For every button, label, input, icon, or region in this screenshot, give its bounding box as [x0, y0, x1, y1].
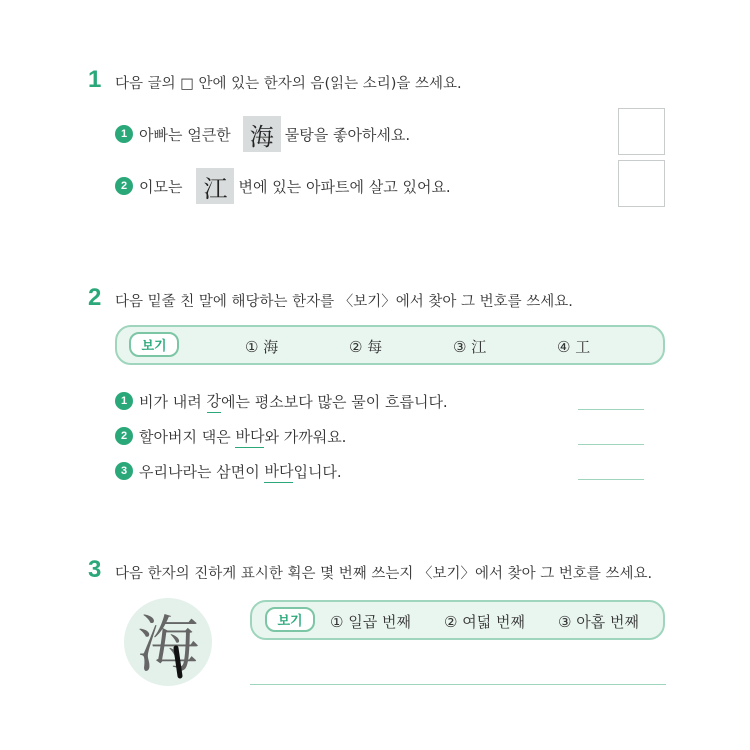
q3-hanja-circle [124, 598, 212, 686]
q3-option-3-text: 아홉 번째 [576, 613, 639, 631]
q2-option-3-hanja: 江 [471, 338, 487, 356]
q1-item-1-hanja: 海 [243, 116, 281, 152]
q2-item-2-underlined: 바다 [235, 425, 264, 448]
q2-option-4-num: ④ [557, 338, 571, 356]
q2-option-1-hanja: 海 [263, 338, 279, 356]
question-2-number: 2 [88, 284, 102, 311]
q2-item-1-post: 에는 평소보다 많은 물이 흐릅니다. [221, 392, 448, 411]
q2-option-2-num: ② [349, 338, 363, 356]
q2-item-2-pre: 할아버지 댁은 [139, 427, 236, 446]
q3-answer-line[interactable] [250, 684, 666, 685]
q2-option-1-num: ① [245, 338, 259, 356]
question-3-instruction: 다음 한자의 진하게 표시한 획은 몇 번째 쓰는지 〈보기〉에서 찾아 그 번호를 쓰세요. [115, 566, 653, 582]
q3-option-2 [444, 611, 525, 632]
q3-option-1 [330, 611, 411, 632]
q2-option-4-hanja: 工 [575, 338, 591, 356]
q1-item-1-badge: 1 [115, 125, 133, 143]
q3-option-2-text: 여덟 번째 [462, 613, 525, 631]
q1-item-1 [115, 116, 410, 152]
q1-item-2-before: 이모는 [139, 177, 183, 196]
q2-item-1-badge: 1 [115, 392, 133, 410]
q2-option-3-num: ③ [453, 338, 467, 356]
q3-option-3-num: ③ [558, 613, 572, 631]
q1-answer-box-1[interactable] [618, 108, 665, 155]
q2-item-1-pre: 비가 내려 [139, 392, 207, 411]
q2-item-1 [115, 390, 448, 412]
q2-item-3-badge: 3 [115, 462, 133, 480]
question-3-number: 3 [88, 556, 102, 583]
q2-option-4 [557, 336, 590, 357]
question-1-instruction: 다음 글의 □ 안에 있는 한자의 음(읽는 소리)을 쓰세요. [115, 76, 462, 92]
q3-bogi-label: 보기 [265, 607, 315, 632]
q1-item-2-badge: 2 [115, 177, 133, 195]
q3-hanja-glyph [124, 598, 212, 686]
q2-option-3 [453, 336, 486, 357]
q1-answer-box-2[interactable] [618, 160, 665, 207]
q2-item-1-underlined: 강 [207, 390, 222, 413]
q2-item-3-underlined: 바다 [264, 460, 293, 483]
q1-item-2 [115, 168, 451, 204]
q2-item-2-post: 와 가까워요. [264, 427, 347, 446]
q1-item-1-before: 아빠는 얼큰한 [139, 125, 231, 144]
q1-item-2-hanja: 江 [196, 168, 234, 204]
q2-item-2-badge: 2 [115, 427, 133, 445]
q2-answer-line-2[interactable] [578, 444, 644, 445]
q2-item-2 [115, 425, 346, 447]
q1-item-1-after: 물탕을 좋아하세요. [284, 125, 411, 144]
q2-answer-line-3[interactable] [578, 479, 644, 480]
q2-item-3 [115, 460, 342, 482]
q2-item-3-post: 입니다. [293, 462, 342, 481]
q3-option-3 [558, 611, 639, 632]
q2-option-2 [349, 336, 382, 357]
q2-item-3-pre: 우리나라는 삼면이 [139, 462, 265, 481]
q2-option-1 [245, 336, 278, 357]
q1-item-2-after: 변에 있는 아파트에 살고 있어요. [238, 177, 451, 196]
q3-option-1-text: 일곱 번째 [348, 613, 411, 631]
question-1-number: 1 [88, 66, 102, 93]
q3-option-2-num: ② [444, 613, 458, 631]
q2-option-2-hanja: 每 [367, 338, 383, 356]
q2-bogi-label: 보기 [129, 332, 179, 357]
q2-answer-line-1[interactable] [578, 409, 644, 410]
q3-option-1-num: ① [330, 613, 344, 631]
svg-text:海: 海 [136, 608, 200, 681]
question-2-instruction: 다음 밑줄 친 말에 해당하는 한자를 〈보기〉에서 찾아 그 번호를 쓰세요. [115, 294, 573, 310]
